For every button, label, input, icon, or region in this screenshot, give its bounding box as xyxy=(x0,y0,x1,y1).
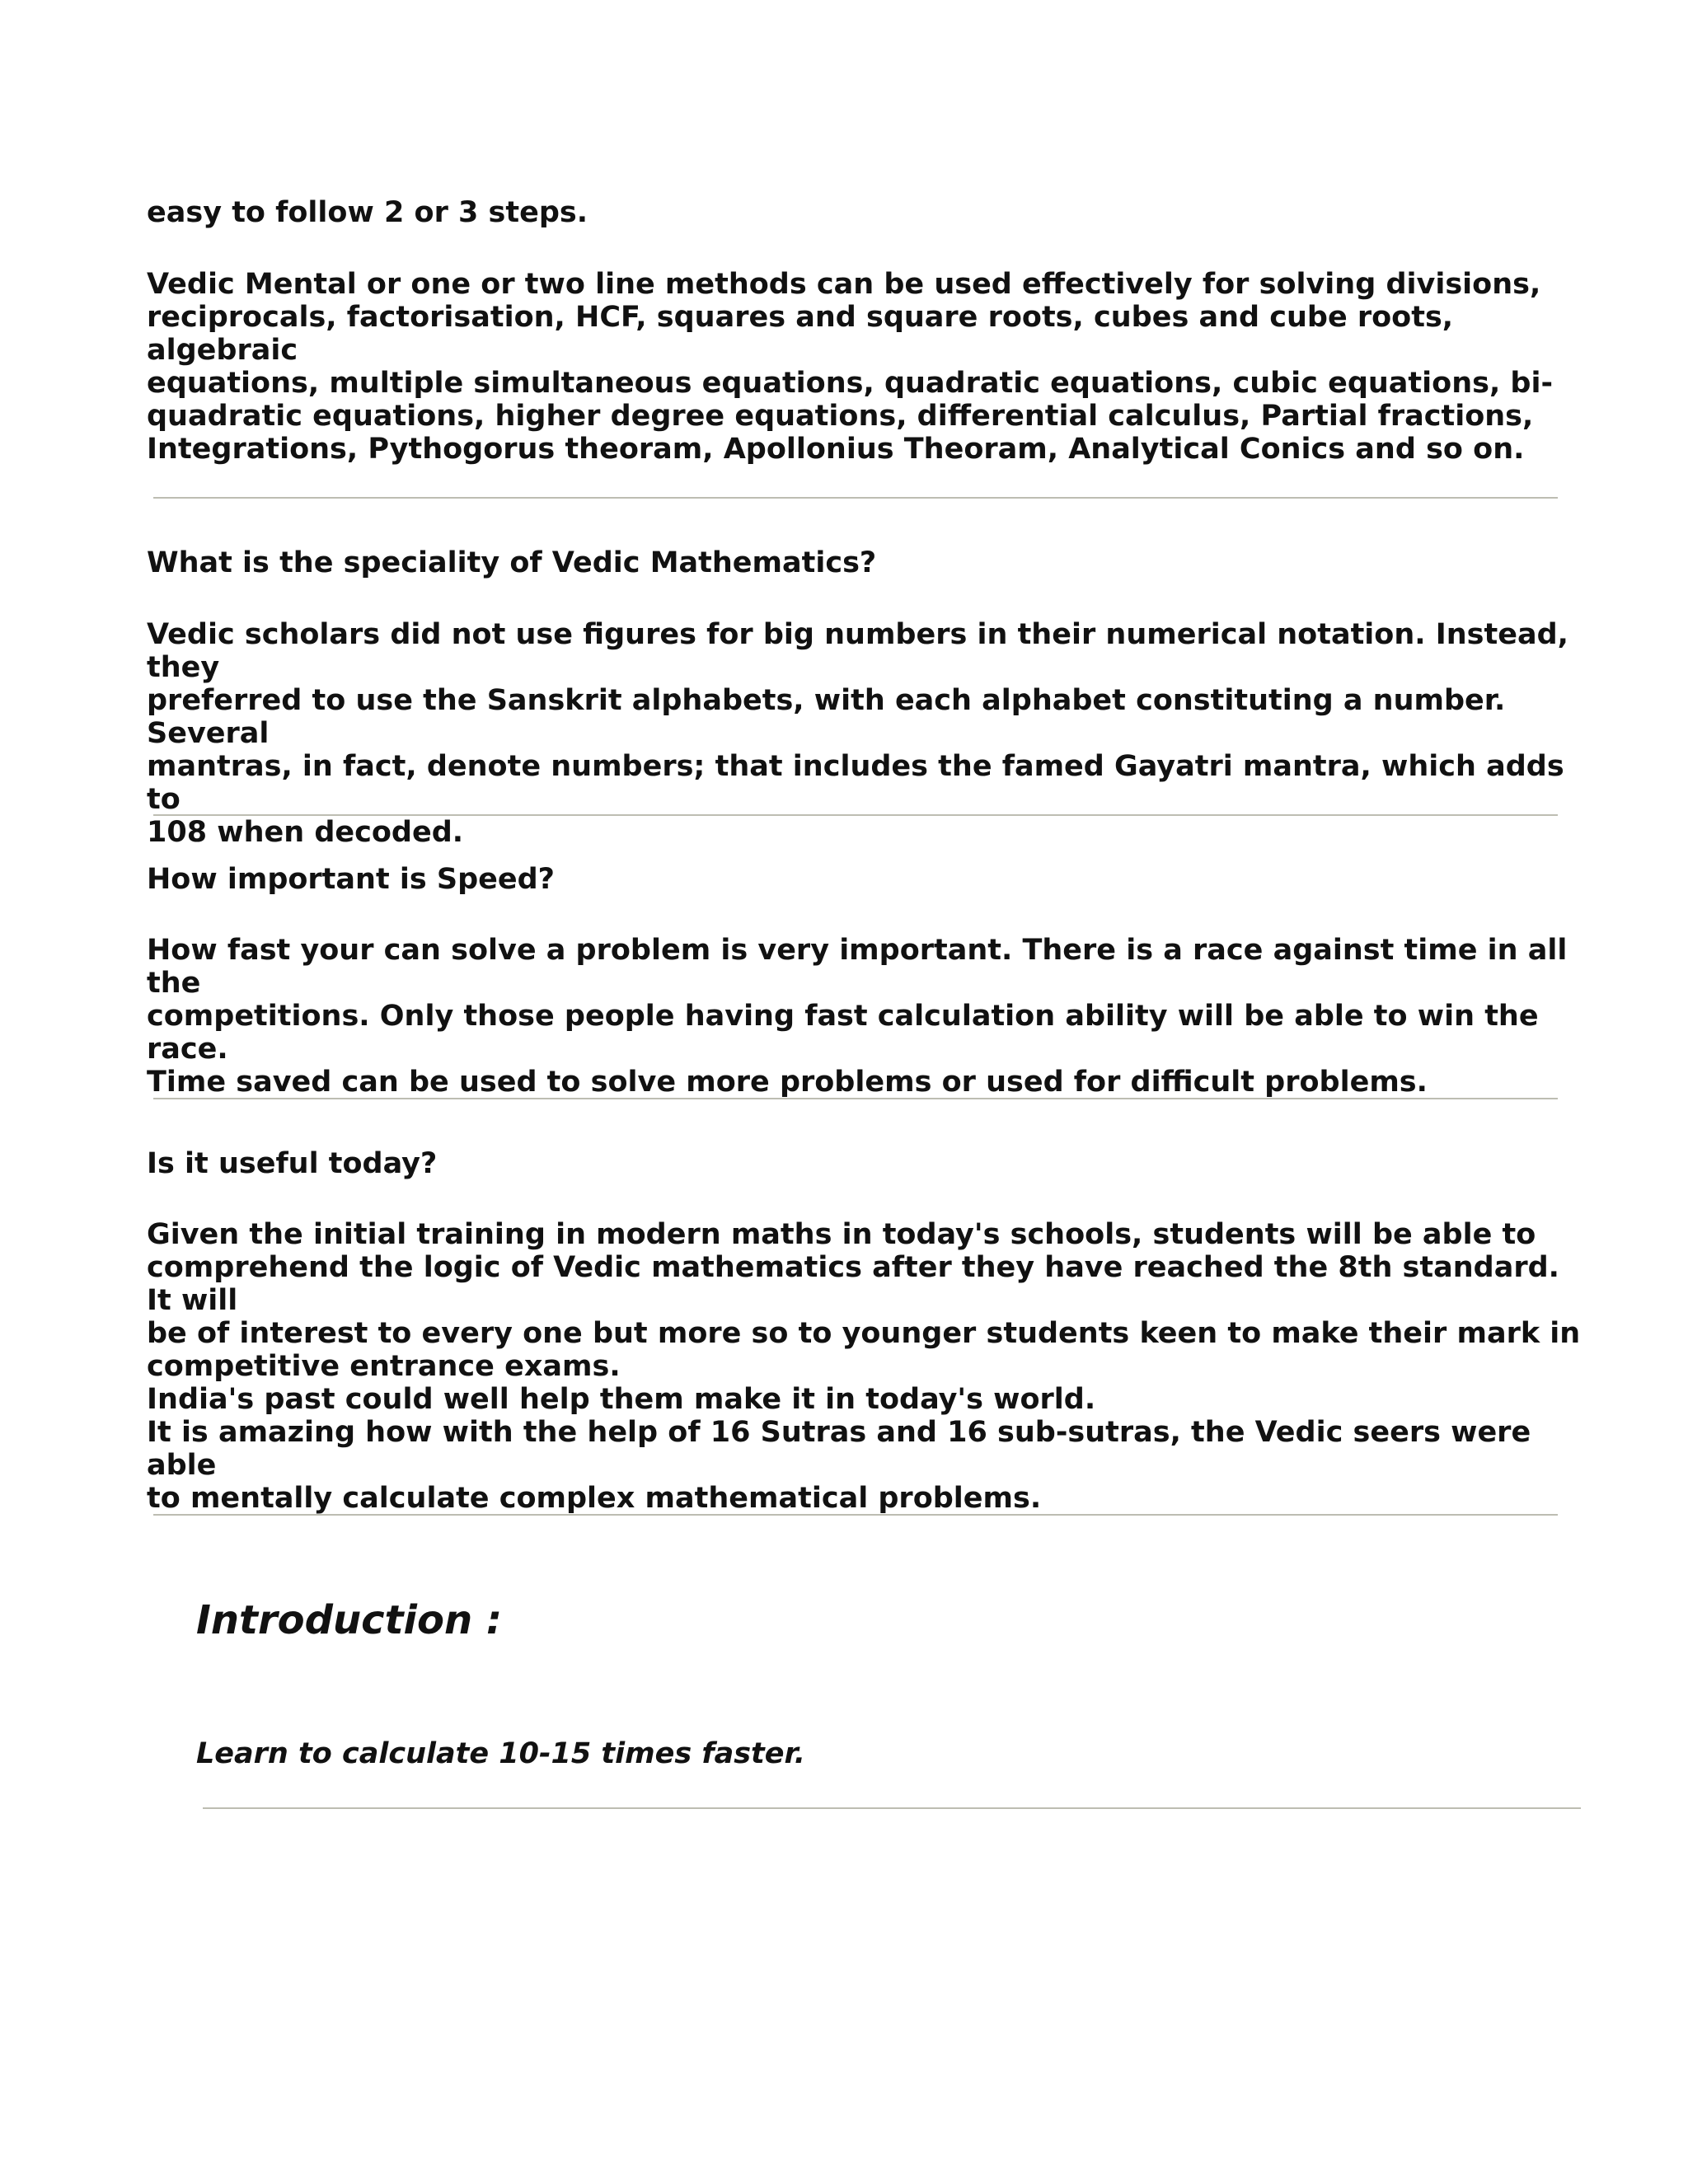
speed-paragraph: How fast your can solve a problem is very important. There is a race against time in all the competitions. Only those people having fast calculation ability will be able to win the race. Time saved can be used to solve more problems or used for difficult problems. xyxy=(147,934,1568,1099)
speed-heading: How important is Speed? xyxy=(147,863,555,896)
speciality-heading: What is the speciality of Vedic Mathematics? xyxy=(147,546,877,579)
introduction-title: Introduction : xyxy=(196,1597,503,1643)
useful-today-heading: Is it useful today? xyxy=(147,1147,438,1180)
section-divider xyxy=(153,497,1558,499)
useful-today-paragraph: Given the initial training in modern maths in today's schools, students will be able to comprehend the logic of Vedic mathematics after they have reached the 8th standard. It will be of interest to every one but more so to younger students keen to make their mark in competitive entrance exams. India's past could well help them make it in today's world. It is amazing how with the help of 16 Sutras and 16 sub-sutras, the Vedic seers were able to mentally calculate complex mathematical problems. xyxy=(147,1218,1581,1515)
vedic-methods-paragraph: Vedic Mental or one or two line methods can be used effectively for solving divisions, reciprocals, factorisation, HCF, squares and square roots, cubes and cube roots, algebraic equations, multiple simultaneous equations, quadratic equations, cubic equations, bi- quadratic equations, higher degree equations, differential calculus, Partial fractions, Integrations, Pythogorus theoram, Apollonius Theoram, Analytical Conics and so on. xyxy=(147,268,1554,466)
introduction-subtitle: Learn to calculate 10-15 times faster. xyxy=(196,1737,806,1770)
section-divider xyxy=(153,1514,1558,1516)
section-divider xyxy=(153,1098,1558,1099)
introduction-divider xyxy=(203,1807,1581,1809)
speciality-paragraph: Vedic scholars did not use figures for big numbers in their numerical notation. Instead, they preferred to use the Sanskrit alphabets, with each alphabet constituting a number. Several mantras, in fact, denote numbers; that includes the famed Gayatri mantra, which adds to 108 when decoded. xyxy=(147,618,1568,849)
section-divider xyxy=(153,814,1558,816)
lead-text: easy to follow 2 or 3 steps. xyxy=(147,196,588,229)
